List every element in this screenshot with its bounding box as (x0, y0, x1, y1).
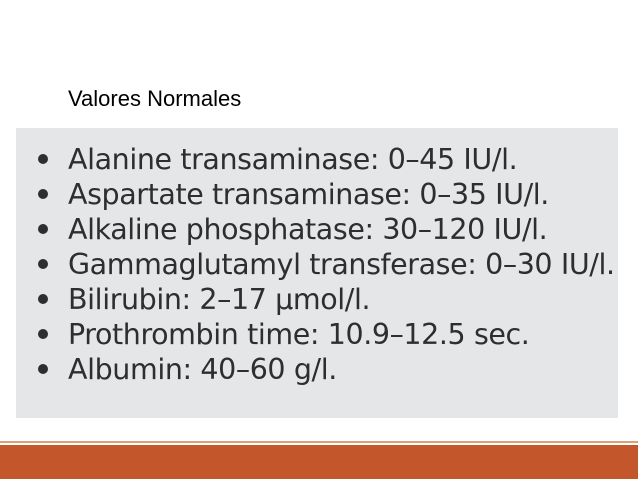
list-item-text: Alanine transaminase: 0–45 IU/l. (68, 143, 518, 176)
list-item-text: Bilirubin: 2–17 μmol/l. (68, 283, 371, 316)
bullet-icon (38, 364, 48, 374)
list-item (16, 317, 618, 352)
list-item-text: Gammaglutamyl transferase: 0–30 IU/l. (68, 248, 615, 281)
list-item-text: Alkaline phosphatase: 30–120 IU/l. (68, 213, 548, 246)
list-item (16, 247, 618, 282)
bullet-icon (38, 224, 48, 234)
bullet-icon (38, 189, 48, 199)
list-item-text: Albumin: 40–60 g/l. (68, 353, 337, 386)
list-item (16, 352, 618, 387)
bullet-icon (38, 154, 48, 164)
list-item (16, 212, 618, 247)
bullet-icon (38, 294, 48, 304)
list-item-text: Aspartate transaminase: 0–35 IU/l. (68, 178, 549, 211)
footer-divider (0, 441, 638, 443)
normal-values-list (16, 142, 618, 387)
bullet-icon (38, 259, 48, 269)
list-item (16, 177, 618, 212)
list-item-text: Prothrombin time: 10.9–12.5 sec. (68, 318, 530, 351)
bullet-icon (38, 329, 48, 339)
list-item (16, 142, 618, 177)
list-item (16, 282, 618, 317)
normal-values-image (16, 128, 618, 418)
footer-bar (0, 445, 638, 479)
slide-title: Valores Normales (68, 86, 242, 111)
